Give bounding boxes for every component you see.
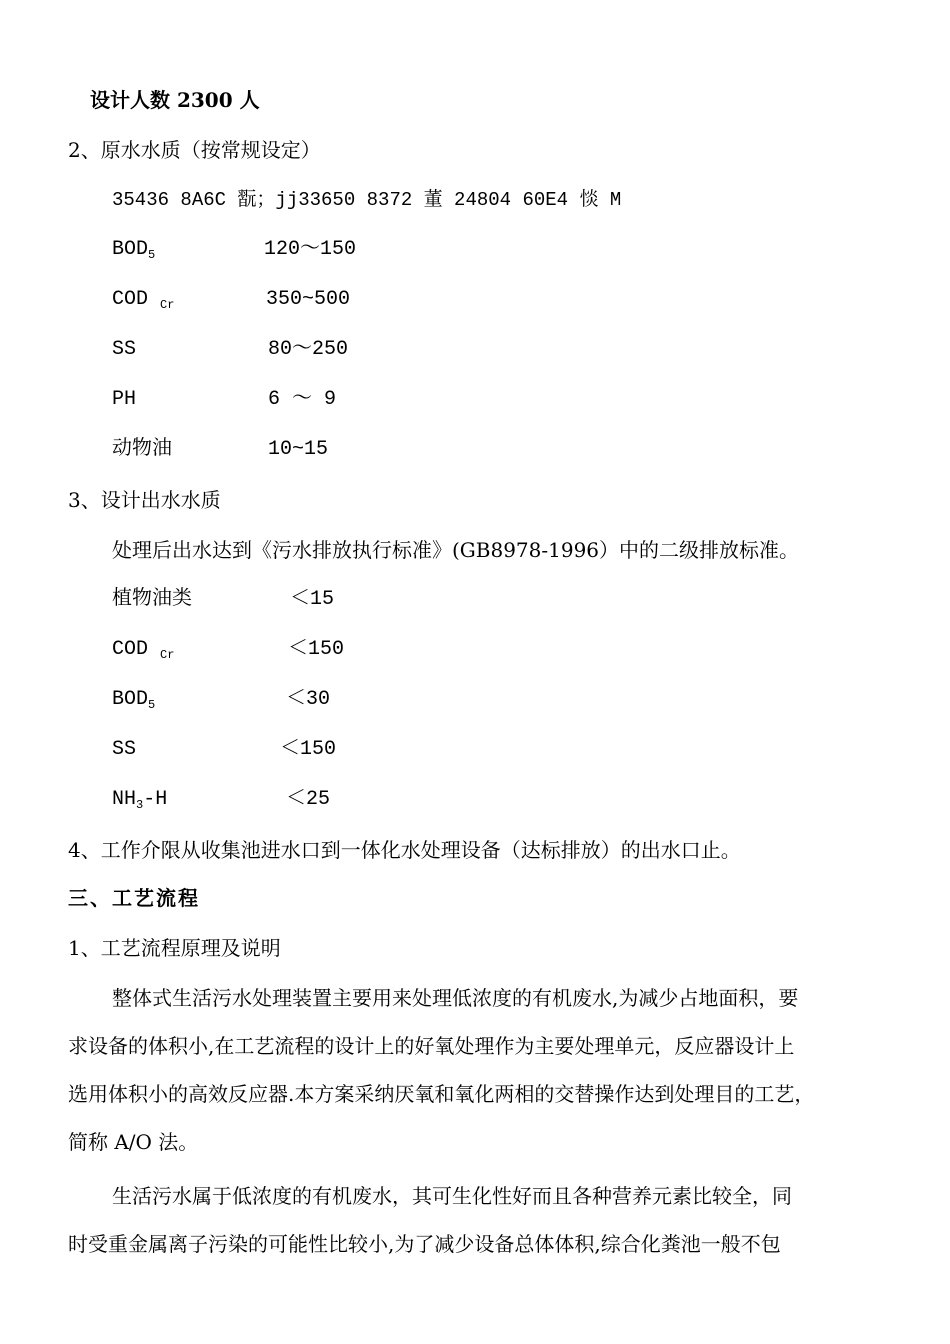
raw-label: PH xyxy=(112,388,137,411)
raw-label: BOD xyxy=(112,238,149,261)
effluent-row-bod xyxy=(112,688,512,712)
effluent-row-nh3 xyxy=(112,788,512,812)
effluent-value: ＜15 xyxy=(290,588,335,611)
effluent-row-oil xyxy=(112,588,512,612)
effluent-label: COD xyxy=(112,638,161,661)
effluent-label: BOD xyxy=(112,688,149,711)
effluent-row-ss xyxy=(112,738,512,762)
raw-value: 80～250 xyxy=(268,338,349,361)
paragraph-2-line: 时受重金属离子污染的可能性比较小,为了减少设备总体体积,综合化粪池一般不包 xyxy=(68,1232,781,1256)
paragraph-1 xyxy=(68,974,888,1166)
raw-row-cod xyxy=(112,288,512,312)
raw-label: COD xyxy=(112,288,161,311)
garbled-line: 35436 8A6C 翫；jj33650 8372 董 24804 60E4 惔 M xyxy=(112,189,622,211)
chapter3-title: 三、工艺流程 xyxy=(68,886,200,910)
raw-row-ph xyxy=(112,388,512,412)
raw-value: 6 ～ 9 xyxy=(268,388,337,411)
design-population: 设计人数 2300 人 xyxy=(90,88,260,112)
effluent-sub: Cr xyxy=(160,648,175,662)
paragraph-1-line: 选用体积小的高效反应器.本方案采纳厌氧和氧化两相的交替操作达到处理目的工艺， xyxy=(68,1082,815,1106)
raw-value: 350~500 xyxy=(266,288,351,311)
effluent-suffix: -H xyxy=(143,788,168,811)
effluent-sub: 3 xyxy=(136,798,144,812)
raw-label: 动物油 xyxy=(112,438,172,461)
effluent-sub: 5 xyxy=(148,698,156,712)
effluent-value: ＜30 xyxy=(286,688,331,711)
paragraph-2 xyxy=(68,1172,888,1268)
effluent-label: 植物油类 xyxy=(112,588,192,611)
raw-label: SS xyxy=(112,338,137,361)
section4-title: 4、工作介限从收集池进水口到一体化水处理设备（达标排放）的出水口止。 xyxy=(68,838,741,862)
paragraph-1-line: 整体式生活污水处理装置主要用来处理低浓度的有机废水,为减少占地面积，要 xyxy=(112,986,799,1010)
effluent-value: ＜150 xyxy=(288,638,345,661)
effluent-label: SS xyxy=(112,738,137,761)
raw-row-oil xyxy=(112,438,512,462)
paragraph-1-line: 简称 A/O 法。 xyxy=(68,1130,199,1154)
section2-title: 2、原水水质（按常规设定） xyxy=(68,138,321,162)
paragraph-2-line: 生活污水属于低浓度的有机废水，其可生化性好而且各种营养元素比较全，同 xyxy=(112,1184,792,1208)
raw-row-bod xyxy=(112,238,512,262)
raw-sub: 5 xyxy=(148,248,156,262)
effluent-value: ＜150 xyxy=(280,738,337,761)
effluent-value: ＜25 xyxy=(286,788,331,811)
paragraph-1-line: 求设备的体积小,在工艺流程的设计上的好氧处理作为主要处理单元，反应器设计上 xyxy=(68,1034,795,1058)
raw-value: 120～150 xyxy=(264,238,357,261)
sub1-title: 1、工艺流程原理及说明 xyxy=(68,936,281,960)
effluent-row-cod xyxy=(112,638,512,662)
raw-sub: Cr xyxy=(160,298,175,312)
effluent-label: NH xyxy=(112,788,137,811)
raw-value: 10~15 xyxy=(268,438,329,461)
section3-title: 3、设计出水水质 xyxy=(68,488,221,512)
section3-desc: 处理后出水达到《污水排放执行标准》(GB8978-1996）中的二级排放标准。 xyxy=(112,538,800,562)
raw-row-ss xyxy=(112,338,512,362)
